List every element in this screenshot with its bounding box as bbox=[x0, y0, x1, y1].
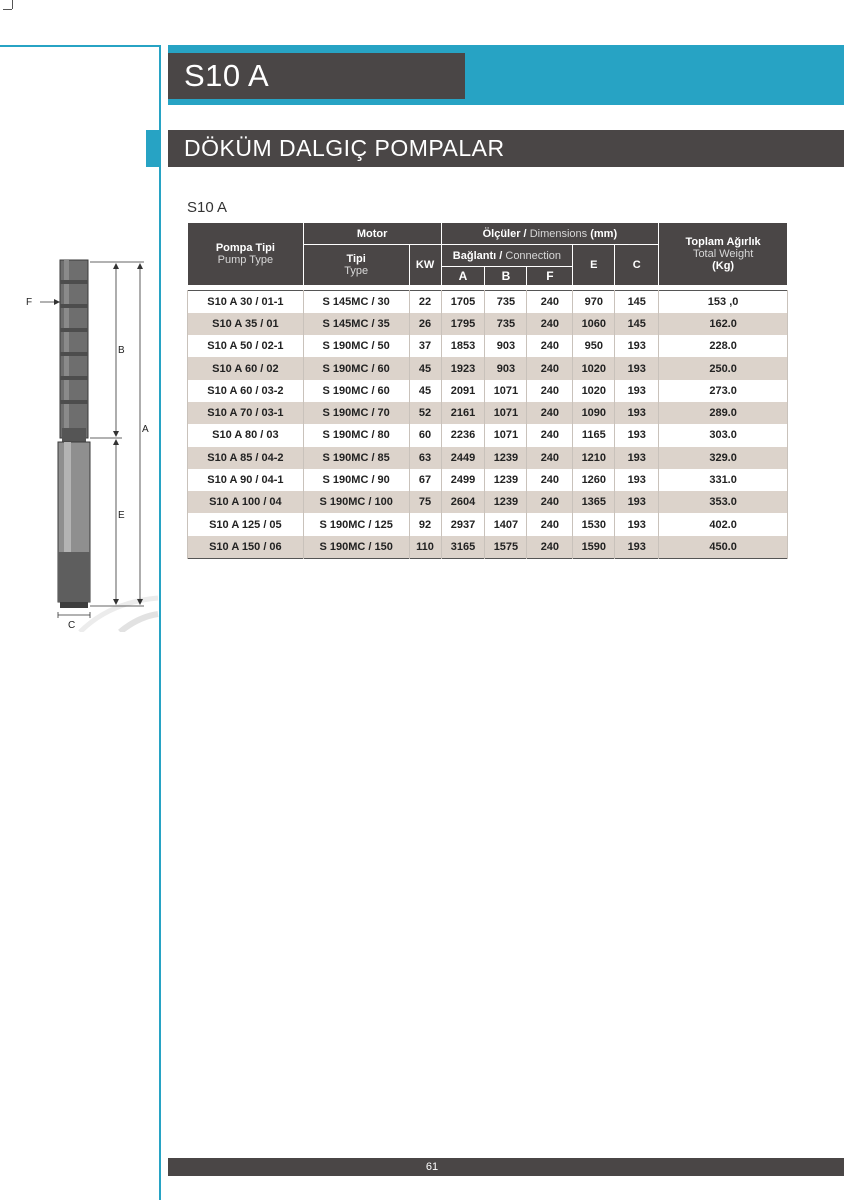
cell-dim-b: 1239 bbox=[485, 447, 527, 469]
header-connection-en: Connection bbox=[505, 249, 562, 262]
crop-mark bbox=[3, 9, 12, 10]
cell-total-weight: 162.0 bbox=[659, 313, 788, 335]
header-dimensions-en: Dimensions bbox=[529, 227, 588, 240]
cell-pump-type: S10 A 60 / 03-2 bbox=[188, 380, 304, 402]
cell-motor-type: S 190MC / 80 bbox=[303, 424, 409, 446]
cell-dim-e: 1020 bbox=[573, 380, 615, 402]
section-subtitle: DÖKÜM DALGIÇ POMPALAR bbox=[168, 130, 844, 167]
header-weight-tr: Toplam Ağırlık bbox=[685, 236, 761, 248]
cell-motor-type: S 190MC / 100 bbox=[303, 491, 409, 513]
table-row bbox=[188, 513, 788, 535]
cell-dim-c: 193 bbox=[615, 380, 659, 402]
left-frame-top-line bbox=[0, 45, 160, 47]
cell-pump-type: S10 A 50 / 02-1 bbox=[188, 335, 304, 357]
cell-total-weight: 250.0 bbox=[659, 357, 788, 379]
cell-motor-type: S 190MC / 90 bbox=[303, 469, 409, 491]
cell-total-weight: 228.0 bbox=[659, 335, 788, 357]
header-c: C bbox=[615, 245, 659, 286]
cell-dim-e: 950 bbox=[573, 335, 615, 357]
header-f: F bbox=[527, 267, 573, 286]
cell-pump-type: S10 A 35 / 01 bbox=[188, 313, 304, 335]
cell-dim-f: 240 bbox=[527, 357, 573, 379]
cell-dim-f: 240 bbox=[527, 491, 573, 513]
cell-motor-type: S 190MC / 60 bbox=[303, 357, 409, 379]
table-row bbox=[188, 335, 788, 357]
cell-pump-type: S10 A 100 / 04 bbox=[188, 491, 304, 513]
cell-dim-f: 240 bbox=[527, 536, 573, 558]
table-row bbox=[188, 402, 788, 424]
page-number: 61 bbox=[425, 1161, 439, 1173]
cell-motor-type: S 190MC / 85 bbox=[303, 447, 409, 469]
cell-dim-b: 903 bbox=[485, 357, 527, 379]
page-title: S10 A bbox=[168, 53, 465, 99]
pump-specification-table bbox=[187, 222, 788, 559]
cell-dim-c: 193 bbox=[615, 424, 659, 446]
table-caption: S10 A bbox=[187, 199, 228, 216]
header-pump-type-tr: Pompa Tipi bbox=[215, 242, 275, 254]
cell-dim-a: 1705 bbox=[441, 291, 485, 313]
cell-dim-a: 2449 bbox=[441, 447, 485, 469]
cell-dim-f: 240 bbox=[527, 424, 573, 446]
cell-total-weight: 273.0 bbox=[659, 380, 788, 402]
cell-pump-type: S10 A 30 / 01-1 bbox=[188, 291, 304, 313]
cell-pump-type: S10 A 125 / 05 bbox=[188, 513, 304, 535]
header-dimensions-tr: Ölçüler / bbox=[482, 227, 527, 240]
cell-kw: 110 bbox=[409, 536, 441, 558]
cell-dim-b: 735 bbox=[485, 291, 527, 313]
cell-motor-type: S 145MC / 30 bbox=[303, 291, 409, 313]
cell-total-weight: 402.0 bbox=[659, 513, 788, 535]
cell-dim-b: 1071 bbox=[485, 402, 527, 424]
cell-dim-b: 1239 bbox=[485, 469, 527, 491]
cell-kw: 45 bbox=[409, 380, 441, 402]
table-row bbox=[188, 491, 788, 513]
cell-dim-c: 193 bbox=[615, 357, 659, 379]
cell-dim-e: 1060 bbox=[573, 313, 615, 335]
cell-dim-e: 1165 bbox=[573, 424, 615, 446]
cell-total-weight: 329.0 bbox=[659, 447, 788, 469]
header-b: B bbox=[485, 267, 527, 286]
cell-kw: 60 bbox=[409, 424, 441, 446]
cell-dim-c: 193 bbox=[615, 536, 659, 558]
cell-total-weight: 450.0 bbox=[659, 536, 788, 558]
table-body bbox=[188, 291, 788, 559]
cell-kw: 22 bbox=[409, 291, 441, 313]
cell-dim-c: 193 bbox=[615, 491, 659, 513]
header-e: E bbox=[573, 245, 615, 286]
header-motor: Motor bbox=[303, 223, 441, 245]
pump-strainer bbox=[62, 428, 86, 442]
header-pump-type bbox=[188, 223, 304, 286]
left-frame-accent-block bbox=[146, 130, 160, 167]
header-a: A bbox=[441, 267, 485, 286]
header-dimensions-unit: (mm) bbox=[590, 227, 618, 240]
cell-pump-type: S10 A 90 / 04-1 bbox=[188, 469, 304, 491]
cell-dim-e: 1210 bbox=[573, 447, 615, 469]
cell-dim-b: 1071 bbox=[485, 424, 527, 446]
pump-shading bbox=[64, 260, 69, 438]
dimension-lines bbox=[40, 262, 144, 618]
cell-dim-f: 240 bbox=[527, 513, 573, 535]
cell-dim-b: 1239 bbox=[485, 491, 527, 513]
cell-dim-a: 2091 bbox=[441, 380, 485, 402]
cell-dim-f: 240 bbox=[527, 335, 573, 357]
cell-dim-c: 193 bbox=[615, 469, 659, 491]
table-row bbox=[188, 291, 788, 313]
footer-bar bbox=[168, 1158, 844, 1176]
header-motor-type-tr: Tipi bbox=[346, 253, 366, 265]
cell-dim-f: 240 bbox=[527, 313, 573, 335]
cell-dim-a: 2937 bbox=[441, 513, 485, 535]
cell-dim-a: 2499 bbox=[441, 469, 485, 491]
header-kw: KW bbox=[409, 245, 441, 286]
table-row bbox=[188, 313, 788, 335]
header-motor-type-en: Type bbox=[344, 265, 369, 277]
cell-dim-c: 193 bbox=[615, 447, 659, 469]
cell-kw: 37 bbox=[409, 335, 441, 357]
cell-dim-e: 970 bbox=[573, 291, 615, 313]
cell-motor-type: S 190MC / 125 bbox=[303, 513, 409, 535]
cell-dim-f: 240 bbox=[527, 447, 573, 469]
table-row bbox=[188, 380, 788, 402]
cell-dim-e: 1590 bbox=[573, 536, 615, 558]
cell-total-weight: 153 ,0 bbox=[659, 291, 788, 313]
cell-dim-e: 1090 bbox=[573, 402, 615, 424]
cell-kw: 63 bbox=[409, 447, 441, 469]
cell-kw: 92 bbox=[409, 513, 441, 535]
header-weight-en: Total Weight bbox=[692, 248, 754, 260]
cell-dim-e: 1020 bbox=[573, 357, 615, 379]
table-row bbox=[188, 469, 788, 491]
cell-dim-c: 193 bbox=[615, 335, 659, 357]
header-dimensions bbox=[441, 223, 659, 245]
cell-pump-type: S10 A 80 / 03 bbox=[188, 424, 304, 446]
header-connection bbox=[441, 245, 573, 267]
crop-mark bbox=[12, 0, 13, 9]
cell-dim-a: 1795 bbox=[441, 313, 485, 335]
cell-pump-type: S10 A 60 / 02 bbox=[188, 357, 304, 379]
table-row bbox=[188, 536, 788, 558]
table-row bbox=[188, 424, 788, 446]
cell-total-weight: 353.0 bbox=[659, 491, 788, 513]
cell-dim-e: 1365 bbox=[573, 491, 615, 513]
cell-motor-type: S 190MC / 70 bbox=[303, 402, 409, 424]
cell-dim-c: 193 bbox=[615, 402, 659, 424]
cell-dim-c: 193 bbox=[615, 513, 659, 535]
cell-dim-f: 240 bbox=[527, 469, 573, 491]
cell-dim-c: 145 bbox=[615, 313, 659, 335]
motor-bottom-cap bbox=[58, 552, 90, 602]
cell-total-weight: 303.0 bbox=[659, 424, 788, 446]
cell-dim-b: 1575 bbox=[485, 536, 527, 558]
motor-base bbox=[60, 602, 88, 608]
cell-total-weight: 289.0 bbox=[659, 402, 788, 424]
cell-kw: 67 bbox=[409, 469, 441, 491]
cell-dim-a: 2604 bbox=[441, 491, 485, 513]
cell-kw: 52 bbox=[409, 402, 441, 424]
cell-motor-type: S 145MC / 35 bbox=[303, 313, 409, 335]
diagram-label-e: E bbox=[118, 510, 125, 521]
table-row bbox=[188, 447, 788, 469]
cell-dim-a: 1853 bbox=[441, 335, 485, 357]
table-row bbox=[188, 357, 788, 379]
diagram-label-a: A bbox=[142, 424, 149, 435]
cell-dim-b: 1407 bbox=[485, 513, 527, 535]
cell-motor-type: S 190MC / 60 bbox=[303, 380, 409, 402]
cell-motor-type: S 190MC / 150 bbox=[303, 536, 409, 558]
cell-dim-f: 240 bbox=[527, 380, 573, 402]
cell-dim-b: 735 bbox=[485, 313, 527, 335]
header-pump-type-en: Pump Type bbox=[217, 254, 274, 266]
cell-dim-f: 240 bbox=[527, 402, 573, 424]
header-weight-unit: (Kg) bbox=[712, 260, 735, 272]
cell-pump-type: S10 A 85 / 04-2 bbox=[188, 447, 304, 469]
cell-pump-type: S10 A 70 / 03-1 bbox=[188, 402, 304, 424]
cell-dim-e: 1530 bbox=[573, 513, 615, 535]
cell-kw: 75 bbox=[409, 491, 441, 513]
header-connection-tr: Bağlantı / bbox=[452, 249, 503, 262]
cell-dim-a: 2161 bbox=[441, 402, 485, 424]
pump-dimension-diagram bbox=[20, 252, 160, 632]
cell-dim-f: 240 bbox=[527, 291, 573, 313]
cell-dim-b: 903 bbox=[485, 335, 527, 357]
cell-kw: 45 bbox=[409, 357, 441, 379]
cell-pump-type: S10 A 150 / 06 bbox=[188, 536, 304, 558]
diagram-label-c: C bbox=[68, 620, 76, 631]
cell-dim-a: 2236 bbox=[441, 424, 485, 446]
cell-motor-type: S 190MC / 50 bbox=[303, 335, 409, 357]
diagram-label-b: B bbox=[118, 345, 125, 356]
cell-dim-a: 1923 bbox=[441, 357, 485, 379]
cell-dim-a: 3165 bbox=[441, 536, 485, 558]
cell-dim-e: 1260 bbox=[573, 469, 615, 491]
diagram-label-f: F bbox=[26, 297, 33, 308]
cell-total-weight: 331.0 bbox=[659, 469, 788, 491]
cell-kw: 26 bbox=[409, 313, 441, 335]
background-arc bbox=[120, 614, 158, 632]
header-motor-type bbox=[303, 245, 409, 286]
header-total-weight bbox=[659, 223, 788, 286]
cell-dim-b: 1071 bbox=[485, 380, 527, 402]
cell-dim-c: 145 bbox=[615, 291, 659, 313]
